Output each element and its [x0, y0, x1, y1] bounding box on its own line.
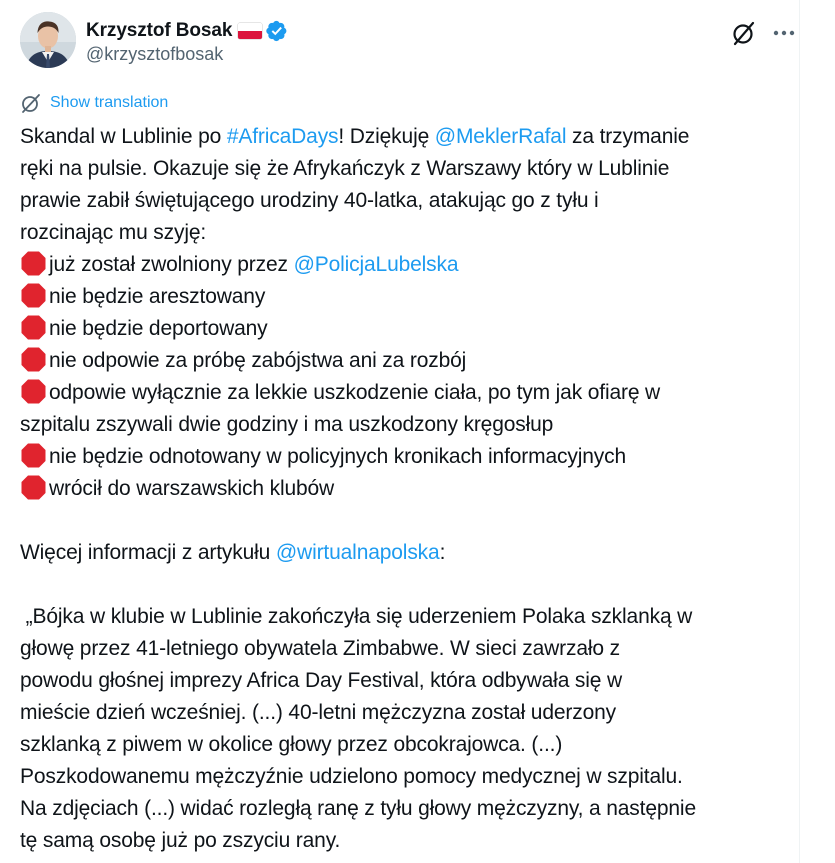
author-handle[interactable]: @krzysztofbosak — [86, 44, 224, 64]
tweet-line: ręki na pulsie. Okazuje się że Afrykańczyk z Warszawy który w Lublinie — [20, 157, 670, 180]
text-span: nie będzie aresztowany — [49, 285, 266, 308]
bullet-line — [20, 473, 790, 505]
bullet-line — [20, 377, 790, 409]
quote-line: głowę przez 41-letniego obywatela Zimbabwe. W sieci zawrzało z — [20, 637, 620, 660]
globe-icon — [20, 92, 42, 114]
paragraph-gap — [20, 505, 790, 537]
quote-line: szklanką z piwem w okolice głowy przez obcokrajowca. (...) — [20, 733, 563, 756]
hashtag-africadays[interactable]: #AfricaDays — [226, 125, 339, 148]
more-button[interactable] — [769, 18, 799, 48]
verified-badge-icon[interactable] — [266, 20, 288, 42]
bullet-line — [20, 281, 790, 313]
column-border — [799, 0, 800, 863]
mention-meklerrafal[interactable]: @MeklerRafal — [434, 125, 567, 148]
text-span: nie będzie odnotowany w policyjnych kronikach informacyjnych — [49, 445, 626, 468]
quote-line: Na zdjęciach (...) widać rozległą ranę z tyłu głowy mężczyzny, a następnie — [20, 797, 696, 820]
name-row — [86, 20, 288, 42]
text-span: już został zwolniony przez — [49, 253, 294, 276]
quote-line: powodu głośnej imprezy Africa Day Festival, która odbywała się w — [20, 669, 623, 692]
paragraph-gap — [20, 569, 790, 601]
text-span: Skandal w Lublinie po — [20, 125, 227, 148]
text-span: za trzymanie — [566, 125, 690, 148]
quote-line: Poszkodowanemu mężczyźnie udzielono pomocy medycznej w szpitalu. — [20, 765, 683, 788]
text-span: ! Dziękuję — [338, 125, 435, 148]
more-icon — [773, 30, 795, 36]
stop-sign-icon — [20, 442, 47, 469]
stop-sign-icon — [20, 474, 47, 501]
poland-flag-icon — [238, 23, 262, 39]
quote-line: „Bójka w klubie w Lublinie zakończyła się uderzeniem Polaka szklanką w — [20, 605, 693, 628]
tweet-line: rozcinając mu szyję: — [20, 221, 207, 244]
avatar[interactable] — [20, 12, 76, 68]
grok-button[interactable] — [729, 18, 759, 48]
mention-policjalubelska[interactable]: @PolicjaLubelska — [293, 253, 459, 276]
avatar-photo-icon — [20, 12, 76, 68]
text-span: odpowie wyłącznie za lekkie uszkodzenie ciała, po tym jak ofiarę w — [49, 381, 661, 404]
tweet-line — [20, 121, 790, 153]
bullet-line — [20, 249, 790, 281]
text-span: nie będzie deportowany — [49, 317, 268, 340]
show-translation-label: Show translation — [50, 94, 169, 111]
stop-sign-icon — [20, 282, 47, 309]
text-span: nie odpowie za próbę zabójstwa ani za rozbój — [49, 349, 467, 372]
display-name[interactable]: Krzysztof Bosak — [86, 20, 233, 41]
text-span: : — [439, 541, 446, 564]
stop-sign-icon — [20, 378, 47, 405]
tweet-line: szpitalu zszywali dwie godziny i ma uszkodzony kręgosłup — [20, 413, 554, 436]
quote-line: tę samą osobę już po zszyciu rany. — [20, 829, 341, 852]
tweet-line — [20, 537, 790, 569]
bullet-line — [20, 313, 790, 345]
tweet-text — [20, 121, 790, 857]
text-span: wrócił do warszawskich klubów — [49, 477, 335, 500]
quote-line: mieście dzień wcześniej. (...) 40-letni mężczyzna został uderzony — [20, 701, 616, 724]
stop-sign-icon — [20, 250, 47, 277]
mention-wirtualnapolska[interactable]: @wirtualnapolska — [275, 541, 440, 564]
bullet-line — [20, 345, 790, 377]
grok-icon — [729, 18, 759, 48]
tweet-line: prawie zabił świętującego urodziny 40-latka, atakując go z tyłu i — [20, 189, 599, 212]
show-translation-link[interactable] — [20, 92, 168, 114]
bullet-line — [20, 441, 790, 473]
tweet-header — [20, 12, 799, 72]
text-span: Więcej informacji z artykułu — [20, 541, 276, 564]
stop-sign-icon — [20, 314, 47, 341]
author-names — [86, 20, 288, 65]
stop-sign-icon — [20, 346, 47, 373]
